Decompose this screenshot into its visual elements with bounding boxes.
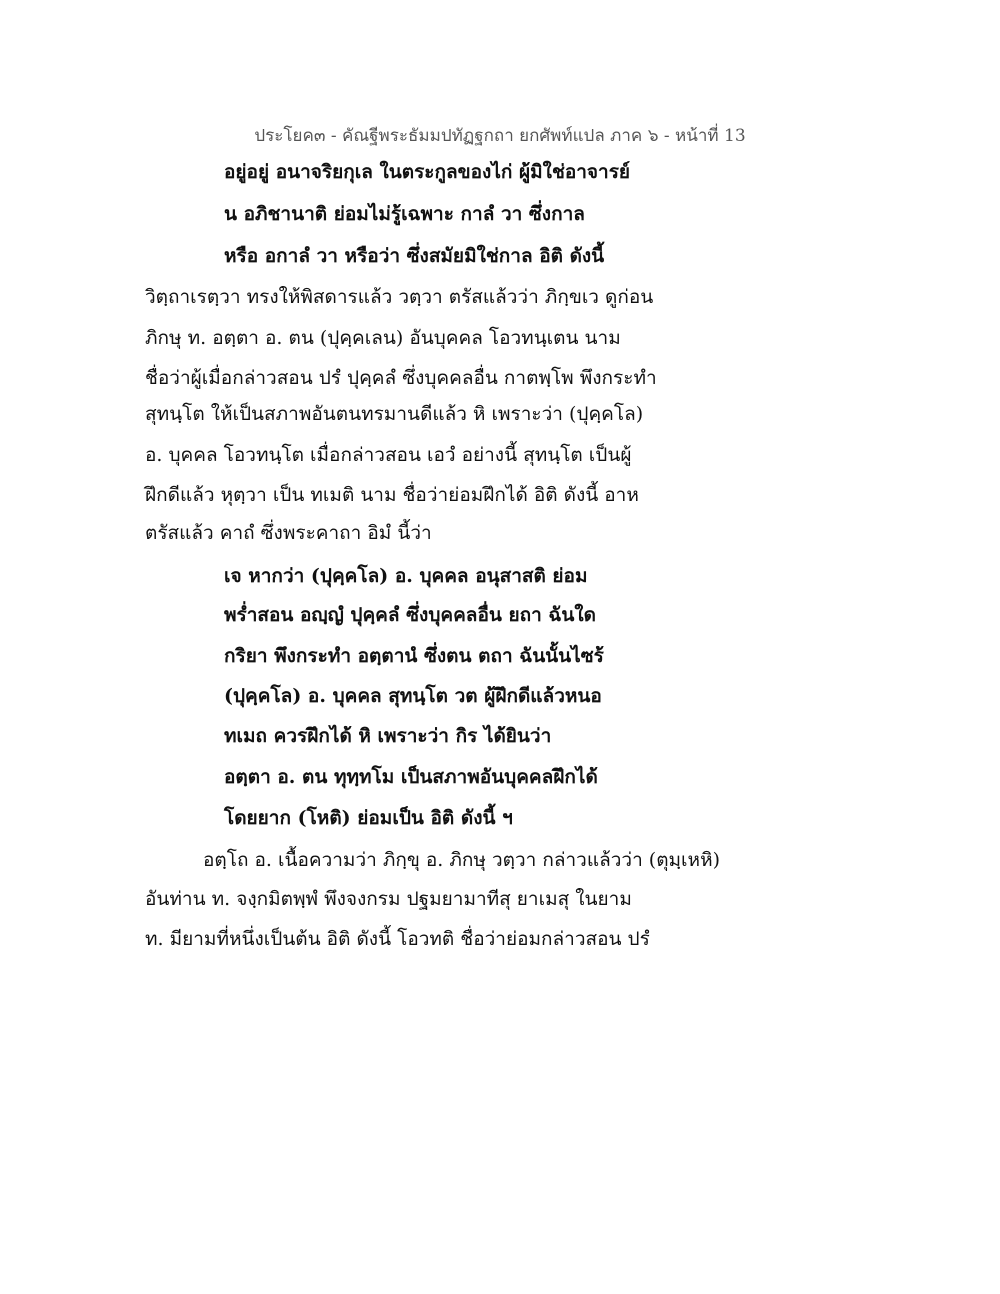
text-line: น อภิชานาติ ย่อมไม่รู้เฉพาะ กาลํ วา ซึ่งกาล <box>224 203 585 225</box>
text-line: ทเมถ ควรฝึกได้ หิ เพราะว่า กิร ได้ยินว่า <box>224 725 552 747</box>
text-line: (ปุคฺคโล) อ. บุคคล สุทนฺโต วต ผู้ฝึกดีแล้วหนอ <box>224 685 602 707</box>
text-line: กริยา พึงกระทำ อตฺตานํ ซึ่งตน ตถา ฉันนั้นไซร้ <box>224 645 604 667</box>
text-line: ชื่อว่าผู้เมื่อกล่าวสอน ปรํ ปุคฺคลํ ซึ่งบุคคลอื่น กาตพฺโพ พึงกระทำ <box>145 367 657 389</box>
text-line: หรือ อกาลํ วา หรือว่า ซึ่งสมัยมิใช่กาล อิติ ดังนี้ <box>224 245 605 267</box>
text-line: ภิกษุ ท. อตฺตา อ. ตน (ปุคฺคเลน) อันบุคคล โอวทนฺเตน นาม <box>145 327 621 349</box>
text-line: อันท่าน ท. จงฺกมิตพฺพํ พึงจงกรม ปฐมยามาทีสุ ยาเมสุ ในยาม <box>145 888 632 910</box>
page-header <box>0 122 1000 149</box>
text-line: ท. มียามที่หนึ่งเป็นต้น อิติ ดังนี้ โอวทติ ชื่อว่าย่อมกล่าวสอน ปรํ <box>145 928 650 950</box>
text-line: วิตฺถาเรตฺวา ทรงให้พิสดารแล้ว วตฺวา ตรัสแล้วว่า ภิกฺขเว ดูก่อน <box>145 286 654 308</box>
text-line: ตรัสแล้ว คาถํ ซึ่งพระคาถา อิมํ นี้ว่า <box>145 522 432 544</box>
text-line: อ. บุคคล โอวทนฺโต เมื่อกล่าวสอน เอวํ อย่างนี้ สุทนฺโต เป็นผู้ <box>145 444 632 466</box>
text-line: ฝึกดีแล้ว หุตฺวา เป็น ทเมติ นาม ชื่อว่าย่อมฝึกได้ อิติ ดังนี้ อาห <box>145 484 639 506</box>
text-line: อยู่อยู่ อนาจริยกุเล ในตระกูลของไก่ ผู้มิใช่อาจารย์ <box>224 161 631 183</box>
text-line: อตฺตา อ. ตน ทุทฺทโม เป็นสภาพอันบุคคลฝึกได้ <box>224 766 598 788</box>
text-line: โดยยาก (โหติ) ย่อมเป็น อิติ ดังนี้ ฯ <box>224 807 513 829</box>
text-line: เจ หากว่า (ปุคฺคโล) อ. บุคคล อนุสาสติ ย่อม <box>224 565 588 587</box>
text-line: อตฺโถ อ. เนื้อความว่า ภิกฺขุ อ. ภิกษุ วตฺวา กล่าวแล้วว่า (ตุมฺเหหิ) <box>203 849 721 871</box>
text-line: พร่ำสอน อญฺญํ ปุคฺคลํ ซึ่งบุคคลอื่น ยถา ฉันใด <box>224 604 596 626</box>
header-text: ประโยค๓ - คัณฐีพระธัมมปทัฏฐกถา ยกศัพท์แปล ภาค ๖ - หน้าที่ 13 <box>254 126 746 146</box>
text-line: สุทนฺโต ให้เป็นสภาพอันตนทรมานดีแล้ว หิ เพราะว่า (ปุคฺคโล) <box>145 403 644 425</box>
